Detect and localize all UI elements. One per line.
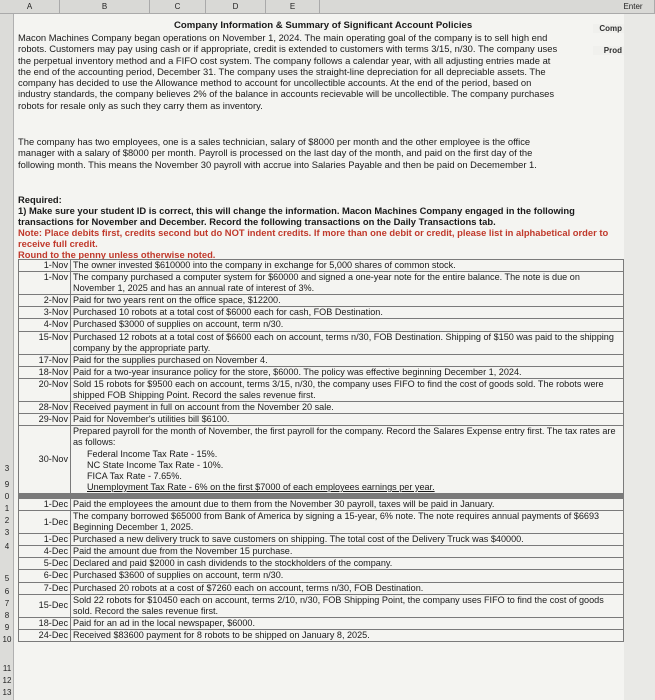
row-number[interactable]: 1	[4, 504, 10, 513]
transaction-description[interactable]: Paid for an ad in the local newspaper, $6000.	[71, 617, 624, 629]
column-header-a[interactable]: A	[0, 0, 60, 14]
column-header-bar	[0, 0, 655, 14]
transaction-date[interactable]: 1-Nov	[19, 272, 71, 295]
transaction-date[interactable]: 30-Nov	[19, 426, 71, 496]
transaction-description[interactable]: The company purchased a computer system for $60000 and signed a one-year note for the entire balance. The note is due on November 1, 2025 and has an annual rate of interest of 3%.	[71, 272, 624, 295]
transaction-date[interactable]: 5-Dec	[19, 558, 71, 570]
transaction-description[interactable]: Sold 15 robots for $9500 each on account, terms 3/15, n/30, the company uses FIFO to find the cost of goods sold. The robots were shipped FOB Shipping Point. Record the sales revenue first.	[71, 378, 624, 401]
transaction-description[interactable]: The company borrowed $65000 from Bank of America by signing a 15-year, 6% note. The note requires annual payments of $6693 Beginning December 1, 2025.	[71, 510, 624, 533]
table-row	[19, 496, 624, 511]
row-number[interactable]: 12	[2, 676, 12, 685]
table-row	[19, 319, 624, 331]
table-row	[19, 546, 624, 558]
required-note: Note: Place debits first, credits second but do NOT indent credits. If more than one debit or credit, please list in alphabetical order to receive full credit.	[18, 227, 609, 249]
row-number[interactable]: 3	[4, 528, 10, 537]
transaction-date[interactable]: 6-Dec	[19, 570, 71, 582]
table-row	[19, 510, 624, 533]
tax-rate-line: NC State Income Tax Rate - 10%.	[87, 459, 224, 470]
tax-rate-line: Unemployment Tax Rate - 6% on the first $7000 of each employees earnings per year.	[87, 481, 435, 492]
transaction-description[interactable]: Purchased a new delivery truck to save customers on shipping. The total cost of the Delivery Truck was $40000.	[71, 534, 624, 546]
transaction-description[interactable]: Sold 22 robots for $10450 each on account, terms 2/10, n/30, FOB Shipping Point, the company uses FIFO to find the cost of goods sold. Record the sales revenue first.	[71, 594, 624, 617]
row-number[interactable]: 5	[4, 574, 10, 583]
column-header-b[interactable]: B	[60, 0, 150, 14]
column-header-enter[interactable]: Enter	[612, 0, 655, 14]
transaction-description[interactable]: Purchased 20 robots at a cost of $7260 each on account, terms n/30, FOB Destination.	[71, 582, 624, 594]
table-row	[19, 307, 624, 319]
transactions-table	[18, 259, 624, 642]
row-number[interactable]: 9	[4, 623, 10, 632]
transaction-description[interactable]: Purchased 10 robots at a total cost of $6000 each for cash, FOB Destination.	[71, 307, 624, 319]
transaction-description[interactable]: Declared and paid $2000 in cash dividends to the stockholders of the company.	[71, 558, 624, 570]
table-row	[19, 617, 624, 629]
column-header-e[interactable]: E	[266, 0, 320, 14]
side-label-comp: Comp	[593, 24, 624, 33]
transaction-description[interactable]: Paid for the supplies purchased on November 4.	[71, 354, 624, 366]
transaction-description-cell[interactable]	[71, 426, 624, 496]
transaction-date[interactable]: 17-Nov	[19, 354, 71, 366]
row-number-gutter	[0, 14, 14, 700]
transaction-date[interactable]: 18-Dec	[19, 617, 71, 629]
table-row	[19, 582, 624, 594]
transaction-description[interactable]: Paid the amount due from the November 15 purchase.	[71, 546, 624, 558]
row-number[interactable]: 3	[4, 464, 10, 473]
transaction-date[interactable]: 1-Dec	[19, 534, 71, 546]
table-row	[19, 426, 624, 496]
transaction-date[interactable]: 2-Nov	[19, 295, 71, 307]
transaction-description[interactable]: Purchased $3600 of supplies on account, term n/30.	[71, 570, 624, 582]
transaction-description[interactable]: The owner invested $610000 into the company in exchange for 5,000 shares of common stock.	[71, 260, 624, 272]
transaction-date[interactable]: 4-Dec	[19, 546, 71, 558]
transaction-date[interactable]: 1-Nov	[19, 260, 71, 272]
rounding-note: Round to the penny unless otherwise noted.	[18, 249, 216, 260]
row-number[interactable]: 0	[4, 492, 10, 501]
row-number[interactable]: 8	[4, 611, 10, 620]
transaction-description[interactable]: Received $83600 payment for 8 robots to be shipped on January 8, 2025.	[71, 629, 624, 641]
row-number[interactable]: 13	[2, 688, 12, 697]
row-number[interactable]: 9	[4, 480, 10, 489]
worksheet	[14, 14, 624, 700]
transaction-date[interactable]: 20-Nov	[19, 378, 71, 401]
table-row	[19, 260, 624, 272]
transaction-date[interactable]: 29-Nov	[19, 414, 71, 426]
table-row	[19, 558, 624, 570]
transaction-date[interactable]: 15-Nov	[19, 331, 71, 354]
table-row	[19, 366, 624, 378]
required-section	[18, 194, 618, 260]
table-row	[19, 629, 624, 641]
row-number[interactable]: 10	[2, 635, 12, 644]
side-label-prod: Prod	[593, 46, 624, 55]
table-row	[19, 594, 624, 617]
transaction-description[interactable]: Paid for two years rent on the office space, $12200.	[71, 295, 624, 307]
employees-paragraph: The company has two employees, one is a sales technician, salary of $8000 per month and the other employee is the office manager with a salary of $8000 per month. Payroll is processed on the last day of the month, and paid on the first day of the following month. This means the November 30 payroll with accrue into Salaries Payable and then be paid on Decemember 1.	[18, 136, 537, 170]
company-policies-paragraph: Macon Machines Company began operations on November 1, 2024. The main operating goal of the company is to sell high end robots. Customers may pay using cash or if appropriate, credit is extended to customers with terms 3/15, n/30. The company uses the perpetual inventory method and a FIFO cost system. The company follows a calendar year, with all adjusting entries made at the end of the accounting period, December 31. The company uses the straight-line depreciation for all depreciable assets. The company has decided to use the Allowance method to account for uncollectible accounts. At the end of the period, based on industry standards, the company believes 2% of the balance in accounts recievable will be uncollectible. The company purchases robots for resale only as such they carry them as inventory.	[18, 32, 558, 111]
row-number[interactable]: 6	[4, 587, 10, 596]
column-header-c[interactable]: C	[150, 0, 206, 14]
row-number[interactable]: 11	[2, 664, 12, 673]
transaction-description[interactable]: Purchased $3000 of supplies on account, term n/30.	[71, 319, 624, 331]
table-row	[19, 402, 624, 414]
transaction-description: Prepared payroll for the month of November, the first payroll for the company. Record the Salares Expense entry first. The tax rates are as follows:	[73, 426, 616, 448]
table-row	[19, 272, 624, 295]
table-row	[19, 354, 624, 366]
transaction-description[interactable]: Purchased 12 robots at a total cost of $6600 each on account, terms n/30, FOB Destination. Shipping of $150 was paid to the shipping company by the appropriate party.	[71, 331, 624, 354]
transaction-date[interactable]: 4-Nov	[19, 319, 71, 331]
row-number[interactable]: 2	[4, 516, 10, 525]
table-row	[19, 534, 624, 546]
table-row	[19, 378, 624, 401]
transaction-description[interactable]: Paid the employees the amount due to them from the November 30 payroll, taxes will be paid in January.	[71, 496, 624, 511]
row-number[interactable]: 7	[4, 599, 10, 608]
tax-rate-line: Federal Income Tax Rate - 15%.	[87, 448, 218, 459]
row-number[interactable]: 4	[4, 542, 10, 551]
transaction-date[interactable]: 3-Nov	[19, 307, 71, 319]
column-header-d[interactable]: D	[206, 0, 266, 14]
transaction-date[interactable]: 1-Dec	[19, 510, 71, 533]
transaction-date[interactable]: 28-Nov	[19, 402, 71, 414]
required-instruction: 1) Make sure your student ID is correct, this will change the information. Macon Machines Company engaged in the following transactions for November and December. Record the following transactions on the Daily Transactions tab.	[18, 205, 575, 227]
transaction-description[interactable]: Received payment in full on account from the November 20 sale.	[71, 402, 624, 414]
transaction-date[interactable]: 18-Nov	[19, 366, 71, 378]
transaction-description[interactable]: Paid for a two-year insurance policy for the store, $6000. The policy was effective beginning December 1, 2024.	[71, 366, 624, 378]
tax-rate-line: FICA Tax Rate - 7.65%.	[87, 470, 182, 481]
table-row	[19, 570, 624, 582]
transaction-date[interactable]: 7-Dec	[19, 582, 71, 594]
transaction-date[interactable]: 15-Dec	[19, 594, 71, 617]
table-row	[19, 331, 624, 354]
table-row	[19, 295, 624, 307]
transaction-description[interactable]: Paid for November's utilities bill $6100.	[71, 414, 624, 426]
page-title: Company Information & Summary of Significant Account Policies	[174, 20, 473, 31]
transaction-date[interactable]: 1-Dec	[19, 496, 71, 511]
required-heading: Required:	[18, 194, 62, 205]
transaction-date[interactable]: 24-Dec	[19, 629, 71, 641]
table-row	[19, 414, 624, 426]
